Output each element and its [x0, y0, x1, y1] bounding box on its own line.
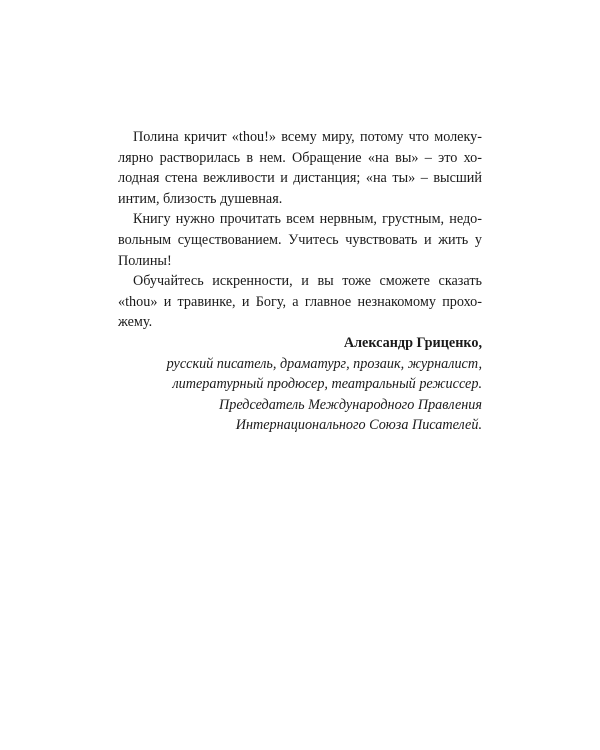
paragraph-1: [118, 127, 482, 209]
paragraph-line: Обучайтесь искренности, и вы тоже сможете сказать: [133, 273, 482, 290]
signature-role-line: литературный продюсер, театральный режиссер.: [172, 376, 482, 393]
paragraph-line: интим, близость душевная.: [118, 190, 283, 207]
paragraph-2: [118, 209, 482, 271]
signature-role-line: Председатель Международного Правления: [219, 396, 482, 413]
signature-role-line: Интернационального Союза Писателей.: [235, 417, 482, 434]
paragraph-line: жему.: [118, 314, 153, 331]
paragraph-line: Полины!: [118, 252, 172, 269]
paragraph-line: Книгу нужно прочитать всем нервным, грустным, недо-: [133, 211, 482, 228]
paragraph-line: лярно растворилась в нем. Обращение «на вы» – это хо-: [118, 149, 482, 166]
paragraph-line: лодная стена вежливости и дистанция; «на ты» – высший: [118, 170, 482, 187]
signature-author: Александр Гриценко,: [343, 334, 482, 351]
text-block: [118, 127, 482, 436]
signature-role-line: русский писатель, драматург, прозаик, журналист,: [166, 355, 482, 372]
paragraph-line: Полина кричит «thou!» всему миру, потому что молеку-: [133, 129, 482, 145]
signature: [118, 333, 482, 436]
paragraph-line: вольным существованием. Учитесь чувствовать и жить у: [118, 231, 482, 248]
paragraph-line: «thou» и травинке, и Богу, а главное незнакомому прохо-: [118, 293, 482, 310]
paragraph-3: [118, 271, 482, 333]
